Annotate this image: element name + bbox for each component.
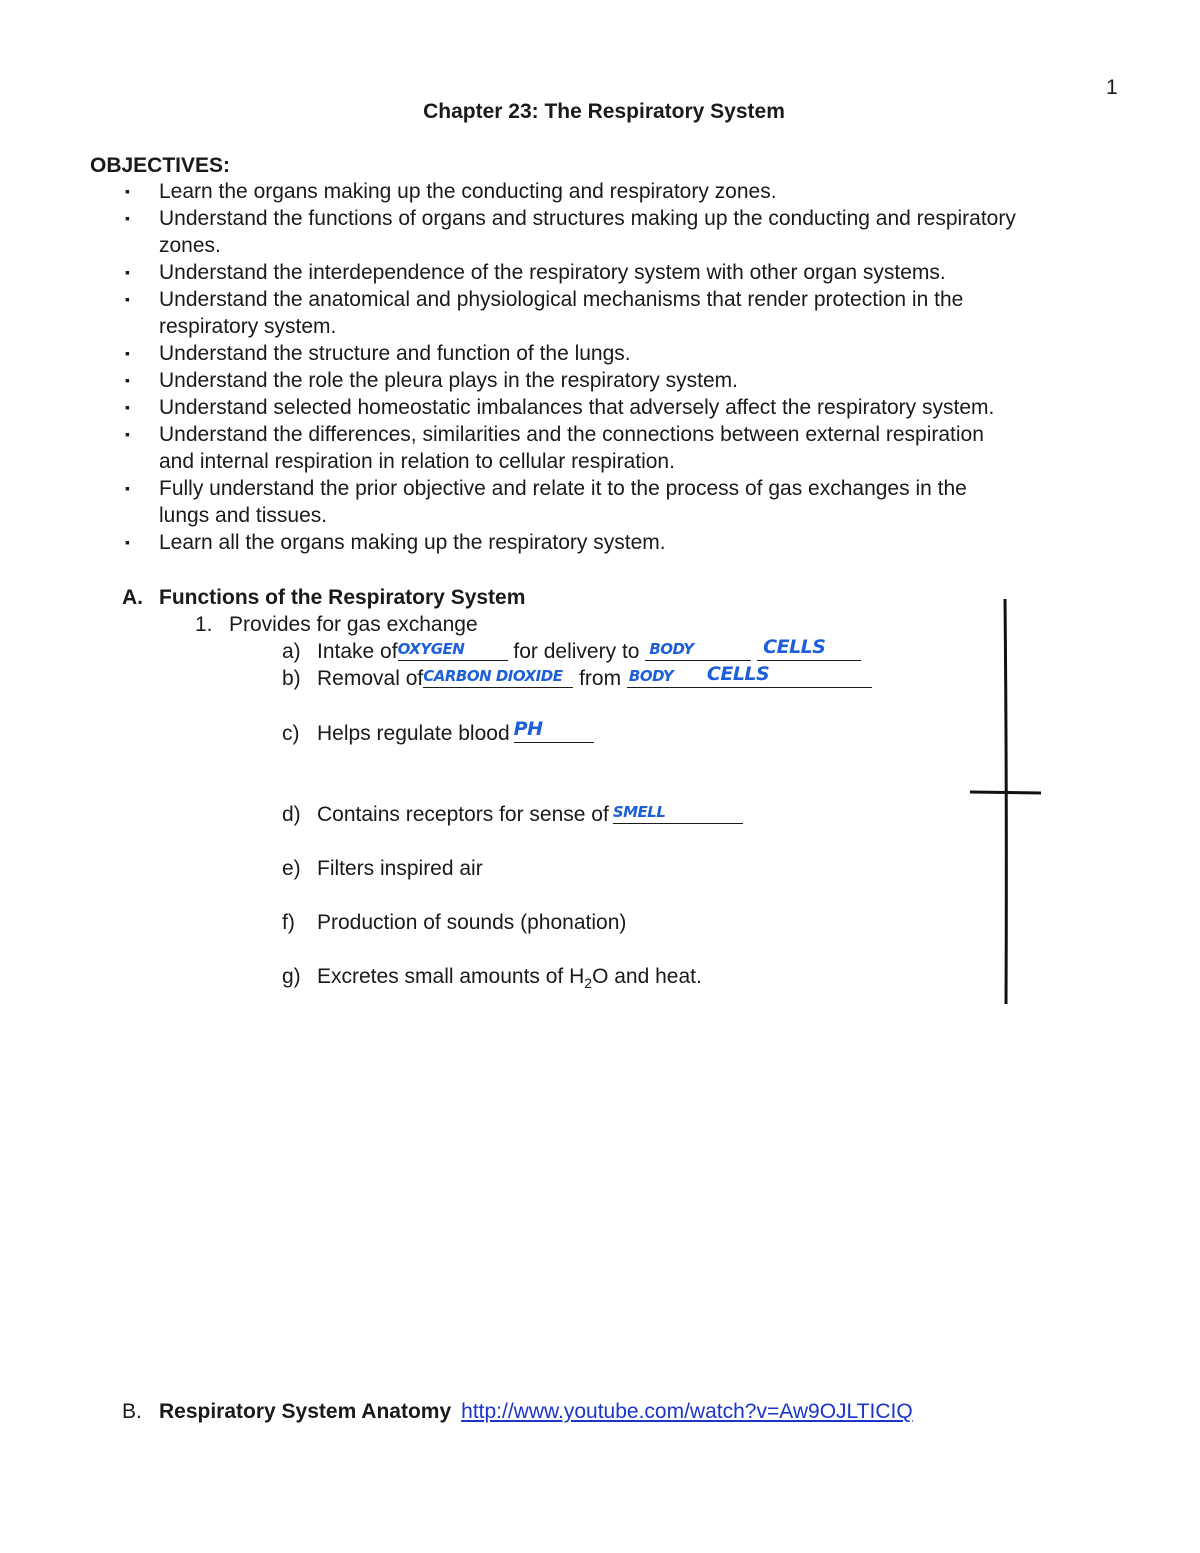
function-g-text: Excretes small amounts of H <box>317 965 585 988</box>
section-a-title: Functions of the Respiratory System <box>159 586 526 609</box>
section-b-heading <box>122 1400 913 1424</box>
objective-text: Understand the interdependence of the respiratory system with other organ systems. <box>159 261 946 284</box>
objective-text: Learn all the organs making up the respiratory system. <box>159 531 666 554</box>
handwritten-answer: OXYGEN <box>397 640 465 658</box>
handwritten-answer: CELLS <box>706 663 770 685</box>
handwritten-answer: CARBON DIOXIDE <box>423 667 563 685</box>
objective-text: Understand selected homeostatic imbalances that adversely affect the respiratory system. <box>159 396 995 419</box>
function-c-text: Helps regulate blood <box>317 722 510 745</box>
youtube-link[interactable]: http://www.youtube.com/watch?v=Aw9OJLTICIQ <box>461 1400 913 1423</box>
bullet-icon: ▪ <box>125 426 130 442</box>
subitem-1-text: Provides for gas exchange <box>229 613 478 636</box>
function-a-text: Intake of <box>317 640 398 663</box>
objective-text: Understand the role the pleura plays in the respiratory system. <box>159 369 738 392</box>
function-g-text-2: O and heat. <box>592 965 702 988</box>
function-f-text: Production of sounds (phonation) <box>317 911 627 934</box>
bullet-icon: ▪ <box>125 372 130 388</box>
function-f-letter: f) <box>282 911 295 934</box>
handwritten-answer: PH <box>513 718 543 740</box>
subitem-1-number: 1. <box>195 613 213 636</box>
objective-text: lungs and tissues. <box>159 504 328 527</box>
objective-text: zones. <box>159 234 221 257</box>
bullet-icon: ▪ <box>125 291 130 307</box>
function-d-text: Contains receptors for sense of <box>317 803 609 826</box>
objective-text: Understand the anatomical and physiological mechanisms that render protection in the <box>159 288 964 311</box>
objective-text: and internal respiration in relation to cellular respiration. <box>159 450 675 473</box>
function-a-text-2: for delivery to <box>513 640 640 663</box>
function-d-letter: d) <box>282 803 301 826</box>
function-c-letter: c) <box>282 722 300 745</box>
bullet-icon: ▪ <box>125 534 130 550</box>
section-a-letter: A. <box>122 586 143 609</box>
section-b-title: Respiratory System Anatomy <box>159 1400 452 1423</box>
cross-horizontal-stroke <box>970 792 1041 793</box>
function-e-letter: e) <box>282 857 301 880</box>
bullet-icon: ▪ <box>125 210 130 226</box>
page-title: Chapter 23: The Respiratory System <box>423 100 785 123</box>
function-b-letter: b) <box>282 667 301 690</box>
bullet-icon: ▪ <box>125 480 130 496</box>
bullet-icon: ▪ <box>125 264 130 280</box>
objective-text: Understand the functions of organs and structures making up the conducting and respiratory <box>159 207 1016 230</box>
cross-vertical-stroke <box>1005 599 1006 1004</box>
objective-text: Fully understand the prior objective and relate it to the process of gas exchanges in the <box>159 477 967 500</box>
handwritten-answer: BODY <box>628 667 674 685</box>
function-b-text-2: from <box>579 667 622 690</box>
objective-text: respiratory system. <box>159 315 337 338</box>
subscript-2: 2 <box>584 975 593 992</box>
bullet-icon: ▪ <box>125 399 130 415</box>
objective-text: Understand the structure and function of the lungs. <box>159 342 631 365</box>
objective-text: Understand the differences, similarities and the connections between external respiration <box>159 423 984 446</box>
objective-text: Learn the organs making up the conducting and respiratory zones. <box>159 180 777 203</box>
bullet-icon: ▪ <box>125 345 130 361</box>
objectives-heading: OBJECTIVES: <box>90 154 231 177</box>
section-b-letter: B. <box>122 1400 142 1423</box>
function-a-letter: a) <box>282 640 301 663</box>
handwritten-answer: BODY <box>649 640 694 658</box>
handwritten-answer: SMELL <box>612 803 666 821</box>
bullet-icon: ▪ <box>125 183 130 199</box>
function-g-letter: g) <box>282 965 301 988</box>
handwritten-answer: CELLS <box>763 636 826 658</box>
function-e-text: Filters inspired air <box>317 857 483 880</box>
function-b-text: Removal of <box>317 667 424 690</box>
page-number: 1 <box>1106 76 1118 99</box>
